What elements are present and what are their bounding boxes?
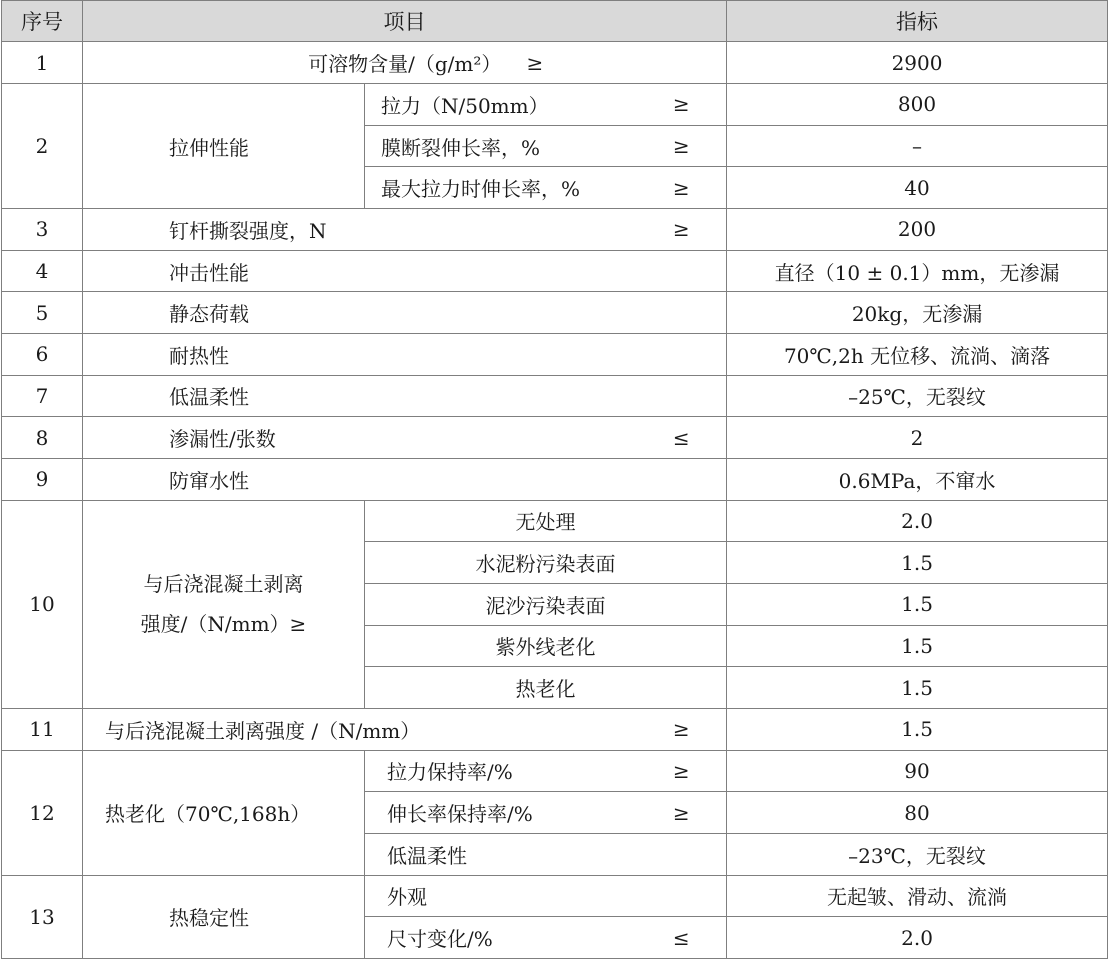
sub-item-label: 外观 [365,875,727,917]
sub-item-label: 膜断裂伸长率，% [365,125,637,167]
row-no: 2 [2,84,83,209]
index-value: 1.5 [727,667,1108,709]
item-label: 渗漏性/张数 [83,417,637,459]
row-no: 5 [2,292,83,334]
index-value: 2 [727,417,1108,459]
spec-table [1,0,1108,959]
sub-item-label: 紫外线老化 [365,625,727,667]
item-label: 静态荷载 [83,292,727,334]
index-value: 200 [727,209,1108,251]
table-row [2,292,1108,334]
group-label: 拉伸性能 [83,84,365,209]
table-row [2,333,1108,375]
index-value: 2.0 [727,500,1108,542]
index-value: 20kg，无渗漏 [727,292,1108,334]
sub-item-label: 泥沙污染表面 [365,583,727,625]
table-row [2,750,1108,792]
row-no: 3 [2,209,83,251]
sub-item-label: 伸长率保持率/% [365,792,637,834]
index-value: 1.5 [727,542,1108,584]
row-no: 12 [2,750,83,875]
header-item: 项目 [83,1,727,42]
sub-item-label: 尺寸变化/% [365,917,637,959]
comparison-symbol: ≥ [637,792,727,834]
header-no: 序号 [2,1,83,42]
comparison-symbol: ≤ [637,417,727,459]
table-row [2,458,1108,500]
index-value: 800 [727,84,1108,126]
index-value: 70℃,2h 无位移、流淌、滴落 [727,333,1108,375]
table-row [2,84,1108,126]
index-value: 80 [727,792,1108,834]
sub-item-label: 最大拉力时伸长率，% [365,167,637,209]
comparison-symbol: ≥ [637,708,727,750]
table-row [2,250,1108,292]
item-label: 冲击性能 [83,250,727,292]
comparison-symbol: ≥ [527,42,617,84]
comparison-symbol: ≥ [637,750,727,792]
sub-item-label: 拉力保持率/% [365,750,637,792]
index-value: – [727,125,1108,167]
table-row [2,42,1108,84]
index-value: 1.5 [727,583,1108,625]
comparison-symbol: ≥ [637,84,727,126]
row-no: 7 [2,375,83,417]
item-label: 低温柔性 [83,375,727,417]
comparison-symbol: ≥ [637,125,727,167]
sub-item-label: 无处理 [365,500,727,542]
index-value: –23℃，无裂纹 [727,833,1108,875]
row-no: 1 [2,42,83,84]
index-value: 40 [727,167,1108,209]
index-value: 1.5 [727,708,1108,750]
table-row [2,375,1108,417]
index-value: 2.0 [727,917,1108,959]
row-no: 6 [2,333,83,375]
item-label: 可溶物含量/（g/m²） [83,42,637,84]
sub-item-label: 拉力（N/50mm） [365,84,637,126]
index-value: 直径（10 ± 0.1）mm，无渗漏 [727,250,1108,292]
header-index: 指标 [727,1,1108,42]
item-label: 与后浇混凝土剥离强度 /（N/mm） [83,708,637,750]
group-label: 热老化（70℃,168h） [83,750,365,875]
item-label: 防窜水性 [83,458,727,500]
sub-item-label: 热老化 [365,667,727,709]
row-no: 4 [2,250,83,292]
table-row [2,209,1108,251]
comparison-symbol: ≥ [637,167,727,209]
table-row [2,500,1108,542]
index-value: 2900 [727,42,1108,84]
index-value: 0.6MPa，不窜水 [727,458,1108,500]
table-row [2,417,1108,459]
sub-item-label: 低温柔性 [365,833,727,875]
group-label-line: 与后浇混凝土剥离 [143,572,304,597]
row-no: 13 [2,875,83,958]
group-label-line: 强度/（N/mm）≥ [140,612,307,637]
group-label: 热稳定性 [83,875,365,958]
comparison-symbol: ≥ [637,209,727,251]
index-value: 1.5 [727,625,1108,667]
sub-item-label: 水泥粉污染表面 [365,542,727,584]
header-row [2,1,1108,42]
comparison-symbol: ≤ [637,917,727,959]
item-label: 钉杆撕裂强度，N [83,209,637,251]
row-no: 8 [2,417,83,459]
group-label [83,500,365,708]
row-no: 9 [2,458,83,500]
table-row [2,875,1108,917]
row-no: 11 [2,708,83,750]
index-value: 90 [727,750,1108,792]
item-label: 耐热性 [83,333,727,375]
row-no: 10 [2,500,83,708]
index-value: 无起皱、滑动、流淌 [727,875,1108,917]
table-row [2,708,1108,750]
index-value: –25℃，无裂纹 [727,375,1108,417]
